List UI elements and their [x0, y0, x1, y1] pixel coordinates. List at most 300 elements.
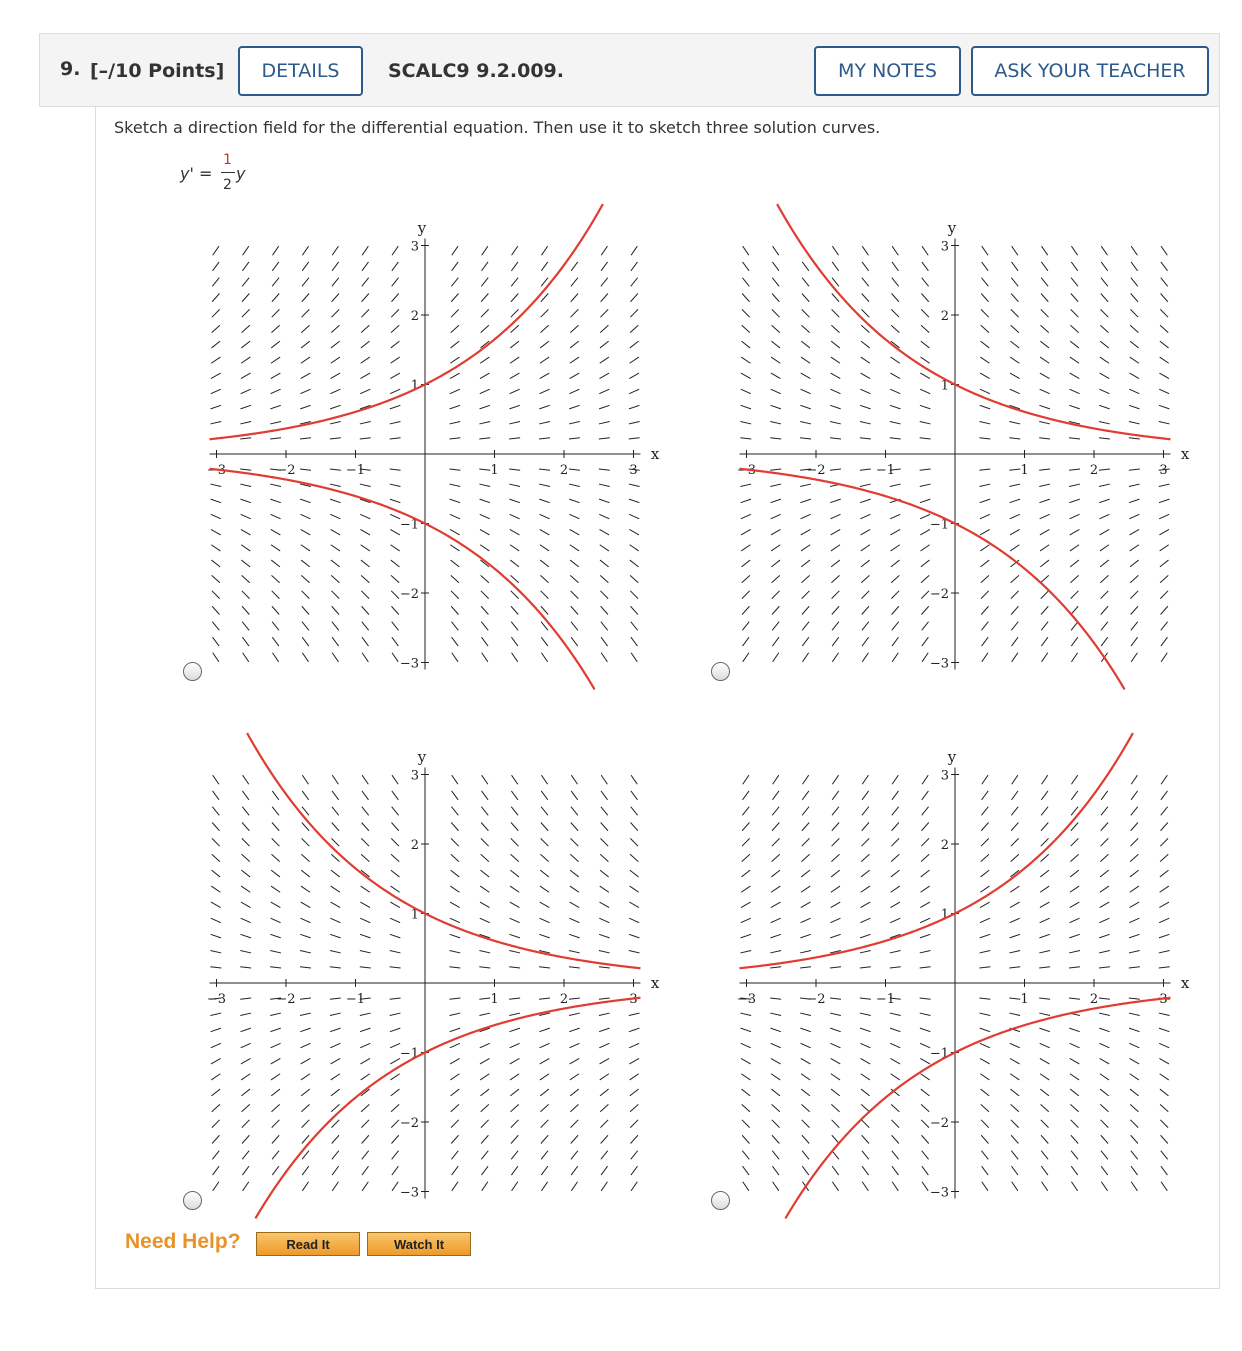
slope-segment [452, 246, 458, 255]
slope-segment [861, 325, 869, 332]
slope-segment [832, 838, 840, 846]
slope-segment [390, 902, 400, 907]
slope-segment [540, 854, 548, 861]
y-tick-label: 2 [940, 309, 949, 324]
slope-segment [479, 422, 490, 424]
slope-segment [830, 469, 841, 470]
slope-segment [1041, 1104, 1049, 1111]
ask-teacher-button[interactable]: ASK YOUR TEACHER [971, 46, 1209, 96]
slope-segment [921, 545, 930, 551]
slope-segment [540, 389, 550, 394]
slope-segment [921, 309, 929, 317]
slope-segment [391, 1074, 400, 1080]
slope-segment [601, 791, 608, 800]
slope-segment [771, 870, 780, 877]
x-tick-label: 1 [490, 463, 499, 478]
slope-segment [892, 622, 899, 631]
slope-segment [831, 1104, 839, 1111]
radio-option-1[interactable] [183, 662, 202, 681]
slope-segment [540, 529, 550, 534]
slope-segment [302, 807, 309, 816]
slope-segment [569, 1013, 580, 1015]
slope-segment [569, 422, 580, 424]
slope-segment [771, 514, 781, 519]
slope-segment [392, 637, 399, 646]
y-tick-label: 1 [410, 907, 419, 923]
slope-segment [1042, 1182, 1048, 1191]
slope-segment [511, 823, 518, 831]
slope-segment [302, 1166, 309, 1175]
slope-segment [330, 438, 341, 439]
slope-segment [631, 262, 638, 271]
slope-segment [540, 1043, 550, 1048]
slope-segment [243, 653, 249, 662]
slope-segment [569, 405, 579, 409]
slope-segment [772, 1120, 780, 1128]
slope-segment [392, 278, 399, 287]
slope-segment [272, 1120, 280, 1128]
graph-option-4 [725, 735, 1190, 1215]
slope-segment [890, 1043, 900, 1048]
slope-segment [892, 294, 899, 302]
slope-segment [1071, 823, 1078, 831]
slope-segment [1010, 529, 1020, 534]
slope-segment [601, 775, 607, 784]
slope-segment [480, 918, 490, 923]
radio-option-4[interactable] [711, 1191, 730, 1210]
slope-segment [1159, 529, 1169, 534]
slope-segment [1041, 838, 1049, 846]
slope-segment [1040, 545, 1049, 551]
slope-segment [332, 791, 339, 800]
slope-segment [1011, 575, 1019, 582]
slope-segment [210, 422, 221, 424]
slope-segment [980, 1028, 990, 1032]
slope-segment [511, 278, 518, 287]
slope-segment [860, 934, 870, 938]
slope-segment [541, 246, 547, 255]
slope-segment [301, 529, 311, 534]
slope-segment [360, 1058, 370, 1063]
slope-segment [510, 918, 520, 923]
slope-segment [211, 918, 221, 923]
slope-segment [331, 886, 340, 892]
slope-segment [631, 294, 638, 302]
slope-segment [630, 591, 638, 599]
slope-segment [629, 951, 640, 953]
slope-segment [981, 560, 990, 567]
slope-segment [891, 325, 899, 332]
slope-segment [451, 838, 459, 846]
slope-segment [890, 529, 900, 534]
slope-segment [480, 1089, 489, 1096]
slope-segment [1041, 807, 1048, 816]
slope-segment [1011, 854, 1019, 861]
y-axis-label: y [947, 748, 957, 767]
slope-segment [331, 1104, 339, 1111]
slope-segment [601, 262, 608, 271]
slope-segment [921, 886, 930, 892]
slope-segment [770, 951, 781, 953]
slope-segment [1101, 309, 1109, 317]
slope-segment [1039, 1028, 1049, 1032]
slope-segment [571, 622, 578, 631]
my-notes-button[interactable]: MY NOTES [814, 46, 961, 96]
slope-segment [1011, 838, 1019, 846]
radio-option-3[interactable] [183, 1191, 202, 1210]
slope-segment [390, 951, 401, 953]
slope-segment [450, 545, 459, 551]
slope-segment [830, 389, 840, 394]
slope-segment [1100, 560, 1109, 567]
slope-segment [392, 1182, 398, 1191]
slope-segment [242, 1104, 250, 1111]
slope-segment [630, 854, 638, 861]
slope-segment [861, 886, 870, 892]
slope-segment [240, 998, 251, 999]
slope-segment [390, 499, 400, 503]
slope-segment [272, 262, 279, 271]
slope-segment [272, 791, 279, 800]
slope-segment [390, 469, 401, 470]
slope-segment [481, 1120, 489, 1128]
slope-segment [832, 637, 839, 646]
slope-segment [1101, 823, 1108, 831]
slope-segment [830, 405, 840, 409]
slope-segment [212, 309, 220, 317]
slope-segment [920, 918, 930, 923]
slope-segment [1012, 262, 1019, 271]
question-prompt: Sketch a direction field for the differential equation. Then use it to sketch three solution curves. [114, 118, 881, 137]
slope-segment [800, 1013, 811, 1015]
slope-segment [1040, 529, 1050, 534]
slope-segment [241, 560, 250, 567]
slope-segment [1129, 514, 1139, 519]
slope-segment [510, 886, 519, 892]
y-tick-label: −2 [399, 587, 419, 602]
slope-segment [1039, 1013, 1050, 1015]
slope-segment [981, 341, 990, 348]
slope-segment [300, 1043, 310, 1048]
slope-segment [802, 775, 808, 784]
slope-segment [272, 294, 279, 302]
slope-segment [1070, 325, 1078, 332]
slope-segment [451, 341, 460, 348]
slope-segment [480, 373, 490, 378]
slope-segment [1012, 791, 1019, 800]
slope-segment [452, 791, 459, 800]
slope-segment [362, 1135, 369, 1143]
slope-segment [802, 606, 809, 614]
x-tick-label: 1 [1020, 992, 1029, 1007]
slope-segment [361, 886, 370, 892]
slope-segment [1130, 545, 1139, 551]
slope-segment [332, 1182, 338, 1191]
slope-segment [832, 262, 839, 271]
slope-segment [479, 967, 490, 968]
slope-segment [1130, 886, 1139, 892]
slope-segment [741, 499, 751, 503]
slope-segment [1130, 591, 1138, 599]
slope-segment [1039, 967, 1050, 968]
slope-segment [599, 918, 609, 923]
y-tick-label: 1 [940, 378, 949, 394]
slope-segment [541, 791, 548, 800]
slope-segment [1040, 870, 1049, 877]
slope-segment [1131, 653, 1137, 662]
slope-segment [361, 1120, 369, 1128]
slope-segment [240, 422, 251, 424]
slope-segment [271, 1058, 281, 1063]
slope-segment [1160, 870, 1169, 877]
slope-segment [480, 545, 489, 551]
slope-segment [510, 545, 519, 551]
slope-segment [921, 560, 930, 567]
slope-segment [1129, 998, 1140, 999]
slope-segment [569, 967, 580, 968]
slope-segment [600, 575, 608, 582]
read-it-button[interactable]: Read It [256, 1232, 360, 1256]
slope-segment [1101, 838, 1109, 846]
slope-segment [742, 838, 750, 846]
slope-segment [740, 1013, 751, 1015]
slope-segment [331, 854, 339, 861]
slope-segment [392, 791, 399, 800]
slope-segment [330, 1043, 340, 1048]
slope-segment [1099, 469, 1110, 470]
slope-segment [1041, 309, 1049, 317]
y-axis-label: y [947, 219, 957, 238]
y-tick-label: −2 [929, 587, 949, 602]
slope-segment [302, 622, 309, 631]
slope-segment [211, 886, 220, 892]
slope-segment [982, 262, 989, 271]
slope-segment [302, 775, 308, 784]
slope-segment [801, 1074, 810, 1080]
slope-segment [1070, 575, 1078, 582]
slope-segment [360, 529, 370, 534]
graph-option-1 [195, 206, 660, 686]
y-tick-label: −1 [929, 517, 949, 533]
slope-segment [1100, 1074, 1109, 1080]
slope-segment [272, 246, 278, 255]
slope-segment [362, 622, 369, 631]
slope-segment [832, 653, 838, 662]
slope-segment [479, 1013, 490, 1015]
slope-segment [360, 967, 371, 968]
slope-segment [482, 637, 489, 646]
graph-content [737, 204, 1190, 689]
slope-segment [211, 357, 220, 363]
slope-segment [1071, 1135, 1078, 1143]
slope-segment [631, 791, 638, 800]
slope-segment [241, 1074, 250, 1080]
y-axis-label: y [417, 219, 427, 238]
equation-numerator: 1 [223, 152, 232, 168]
x-tick-label: 1 [490, 992, 499, 1007]
slope-segment [240, 469, 251, 470]
slope-segment [830, 934, 840, 938]
slope-segment [570, 1074, 579, 1080]
slope-segment [861, 1104, 869, 1111]
slope-segment [631, 775, 637, 784]
slope-segment [922, 775, 928, 784]
slope-segment [629, 1028, 639, 1032]
slope-segment [1130, 1104, 1138, 1111]
slope-segment [979, 438, 990, 439]
slope-segment [741, 357, 750, 363]
slope-segment [391, 1104, 399, 1111]
slope-segment [1099, 514, 1109, 519]
slope-segment [211, 373, 221, 378]
slope-segment [831, 870, 840, 877]
slope-segment [772, 325, 780, 332]
slope-segment [860, 998, 871, 999]
slope-segment [449, 469, 460, 470]
slope-segment [510, 870, 519, 877]
slope-segment [270, 484, 281, 486]
slope-segment [479, 998, 490, 999]
slope-segment [511, 1120, 519, 1128]
slope-segment [213, 262, 220, 271]
slope-segment [601, 1135, 608, 1143]
slope-segment [302, 246, 308, 255]
watch-it-button[interactable]: Watch It [367, 1232, 471, 1256]
slope-segment [1130, 1089, 1139, 1096]
slope-segment [980, 514, 990, 519]
slope-segment [891, 1104, 899, 1111]
slope-segment [540, 325, 548, 332]
slope-segment [890, 967, 901, 968]
slope-segment [1011, 622, 1018, 631]
slope-segment [800, 422, 811, 424]
slope-segment [600, 870, 609, 877]
slope-segment [860, 918, 870, 923]
slope-segment [630, 1104, 638, 1111]
slope-segment [211, 1074, 220, 1080]
slope-segment [1160, 1074, 1169, 1080]
slope-segment [211, 934, 221, 938]
slope-segment [1159, 1013, 1170, 1015]
slope-segment [272, 309, 280, 317]
slope-segment [771, 389, 781, 394]
slope-segment [890, 1013, 901, 1015]
slope-segment [1012, 1182, 1018, 1191]
slope-segment [392, 246, 398, 255]
need-help-label: Need Help? [125, 1230, 241, 1253]
slope-segment [892, 1135, 899, 1143]
slope-segment [272, 1151, 279, 1160]
slope-segment [830, 1043, 840, 1048]
slope-segment [211, 341, 220, 348]
slope-segment [1101, 1135, 1108, 1143]
details-button[interactable]: DETAILS [238, 46, 363, 96]
slope-segment [332, 653, 338, 662]
slope-segment [861, 357, 870, 363]
slope-segment [741, 1058, 751, 1063]
slope-segment [243, 246, 249, 255]
slope-segment [801, 1058, 811, 1063]
slope-segment [1040, 886, 1049, 892]
slope-segment [599, 422, 610, 424]
slope-segment [982, 791, 989, 800]
slope-segment [1041, 1166, 1048, 1175]
slope-segment [1100, 357, 1109, 363]
slope-segment [451, 606, 458, 614]
slope-segment [331, 870, 340, 877]
slope-segment [361, 325, 369, 332]
slope-segment [922, 807, 929, 816]
slope-segment [450, 934, 460, 938]
slope-segment [479, 469, 490, 470]
slope-segment [270, 967, 281, 968]
slope-segment [629, 1013, 640, 1015]
slope-segment [831, 1074, 840, 1080]
slope-segment [1041, 325, 1049, 332]
slope-segment [921, 823, 928, 831]
slope-segment [631, 1182, 637, 1191]
radio-option-2[interactable] [711, 662, 730, 681]
slope-segment [512, 246, 518, 255]
slope-segment [270, 1013, 281, 1015]
slope-segment [921, 325, 929, 332]
slope-segment [330, 405, 340, 409]
slope-segment [890, 422, 901, 424]
slope-segment [1130, 373, 1140, 378]
slope-segment [600, 1089, 609, 1096]
slope-segment [921, 294, 928, 302]
slope-segment [330, 514, 340, 519]
slope-segment [391, 560, 400, 567]
slope-segment [450, 951, 461, 953]
slope-segment [1099, 422, 1110, 424]
slope-segment [1129, 389, 1139, 394]
slope-segment [391, 823, 398, 831]
slope-segment [801, 886, 810, 892]
slope-segment [391, 591, 399, 599]
slope-segment [240, 405, 250, 409]
slope-segment [1129, 918, 1139, 923]
slope-segment [980, 499, 990, 503]
slope-segment [1070, 389, 1080, 394]
slope-segment [920, 373, 930, 378]
slope-segment [301, 1104, 309, 1111]
slope-segment [1161, 1182, 1167, 1191]
slope-segment [832, 622, 839, 631]
slope-segment [301, 1074, 310, 1080]
slope-segment [629, 422, 640, 424]
slope-segment [1071, 606, 1078, 614]
slope-segment [361, 838, 369, 846]
slope-segment [742, 823, 749, 831]
slope-segment [832, 1182, 838, 1191]
slope-segment [1101, 1182, 1107, 1191]
slope-segment [511, 854, 519, 861]
slope-segment [1070, 545, 1079, 551]
slope-segment [979, 998, 990, 999]
slope-segment [801, 902, 811, 907]
slope-segment [240, 967, 251, 968]
slope-segment [772, 1166, 779, 1175]
slope-segment [920, 967, 931, 968]
slope-segment [832, 775, 838, 784]
slope-segment [1160, 325, 1168, 332]
slope-segment [391, 886, 400, 892]
slope-segment [243, 1182, 249, 1191]
slope-segment [571, 591, 579, 599]
slope-segment [772, 1104, 780, 1111]
slope-segment [831, 325, 839, 332]
